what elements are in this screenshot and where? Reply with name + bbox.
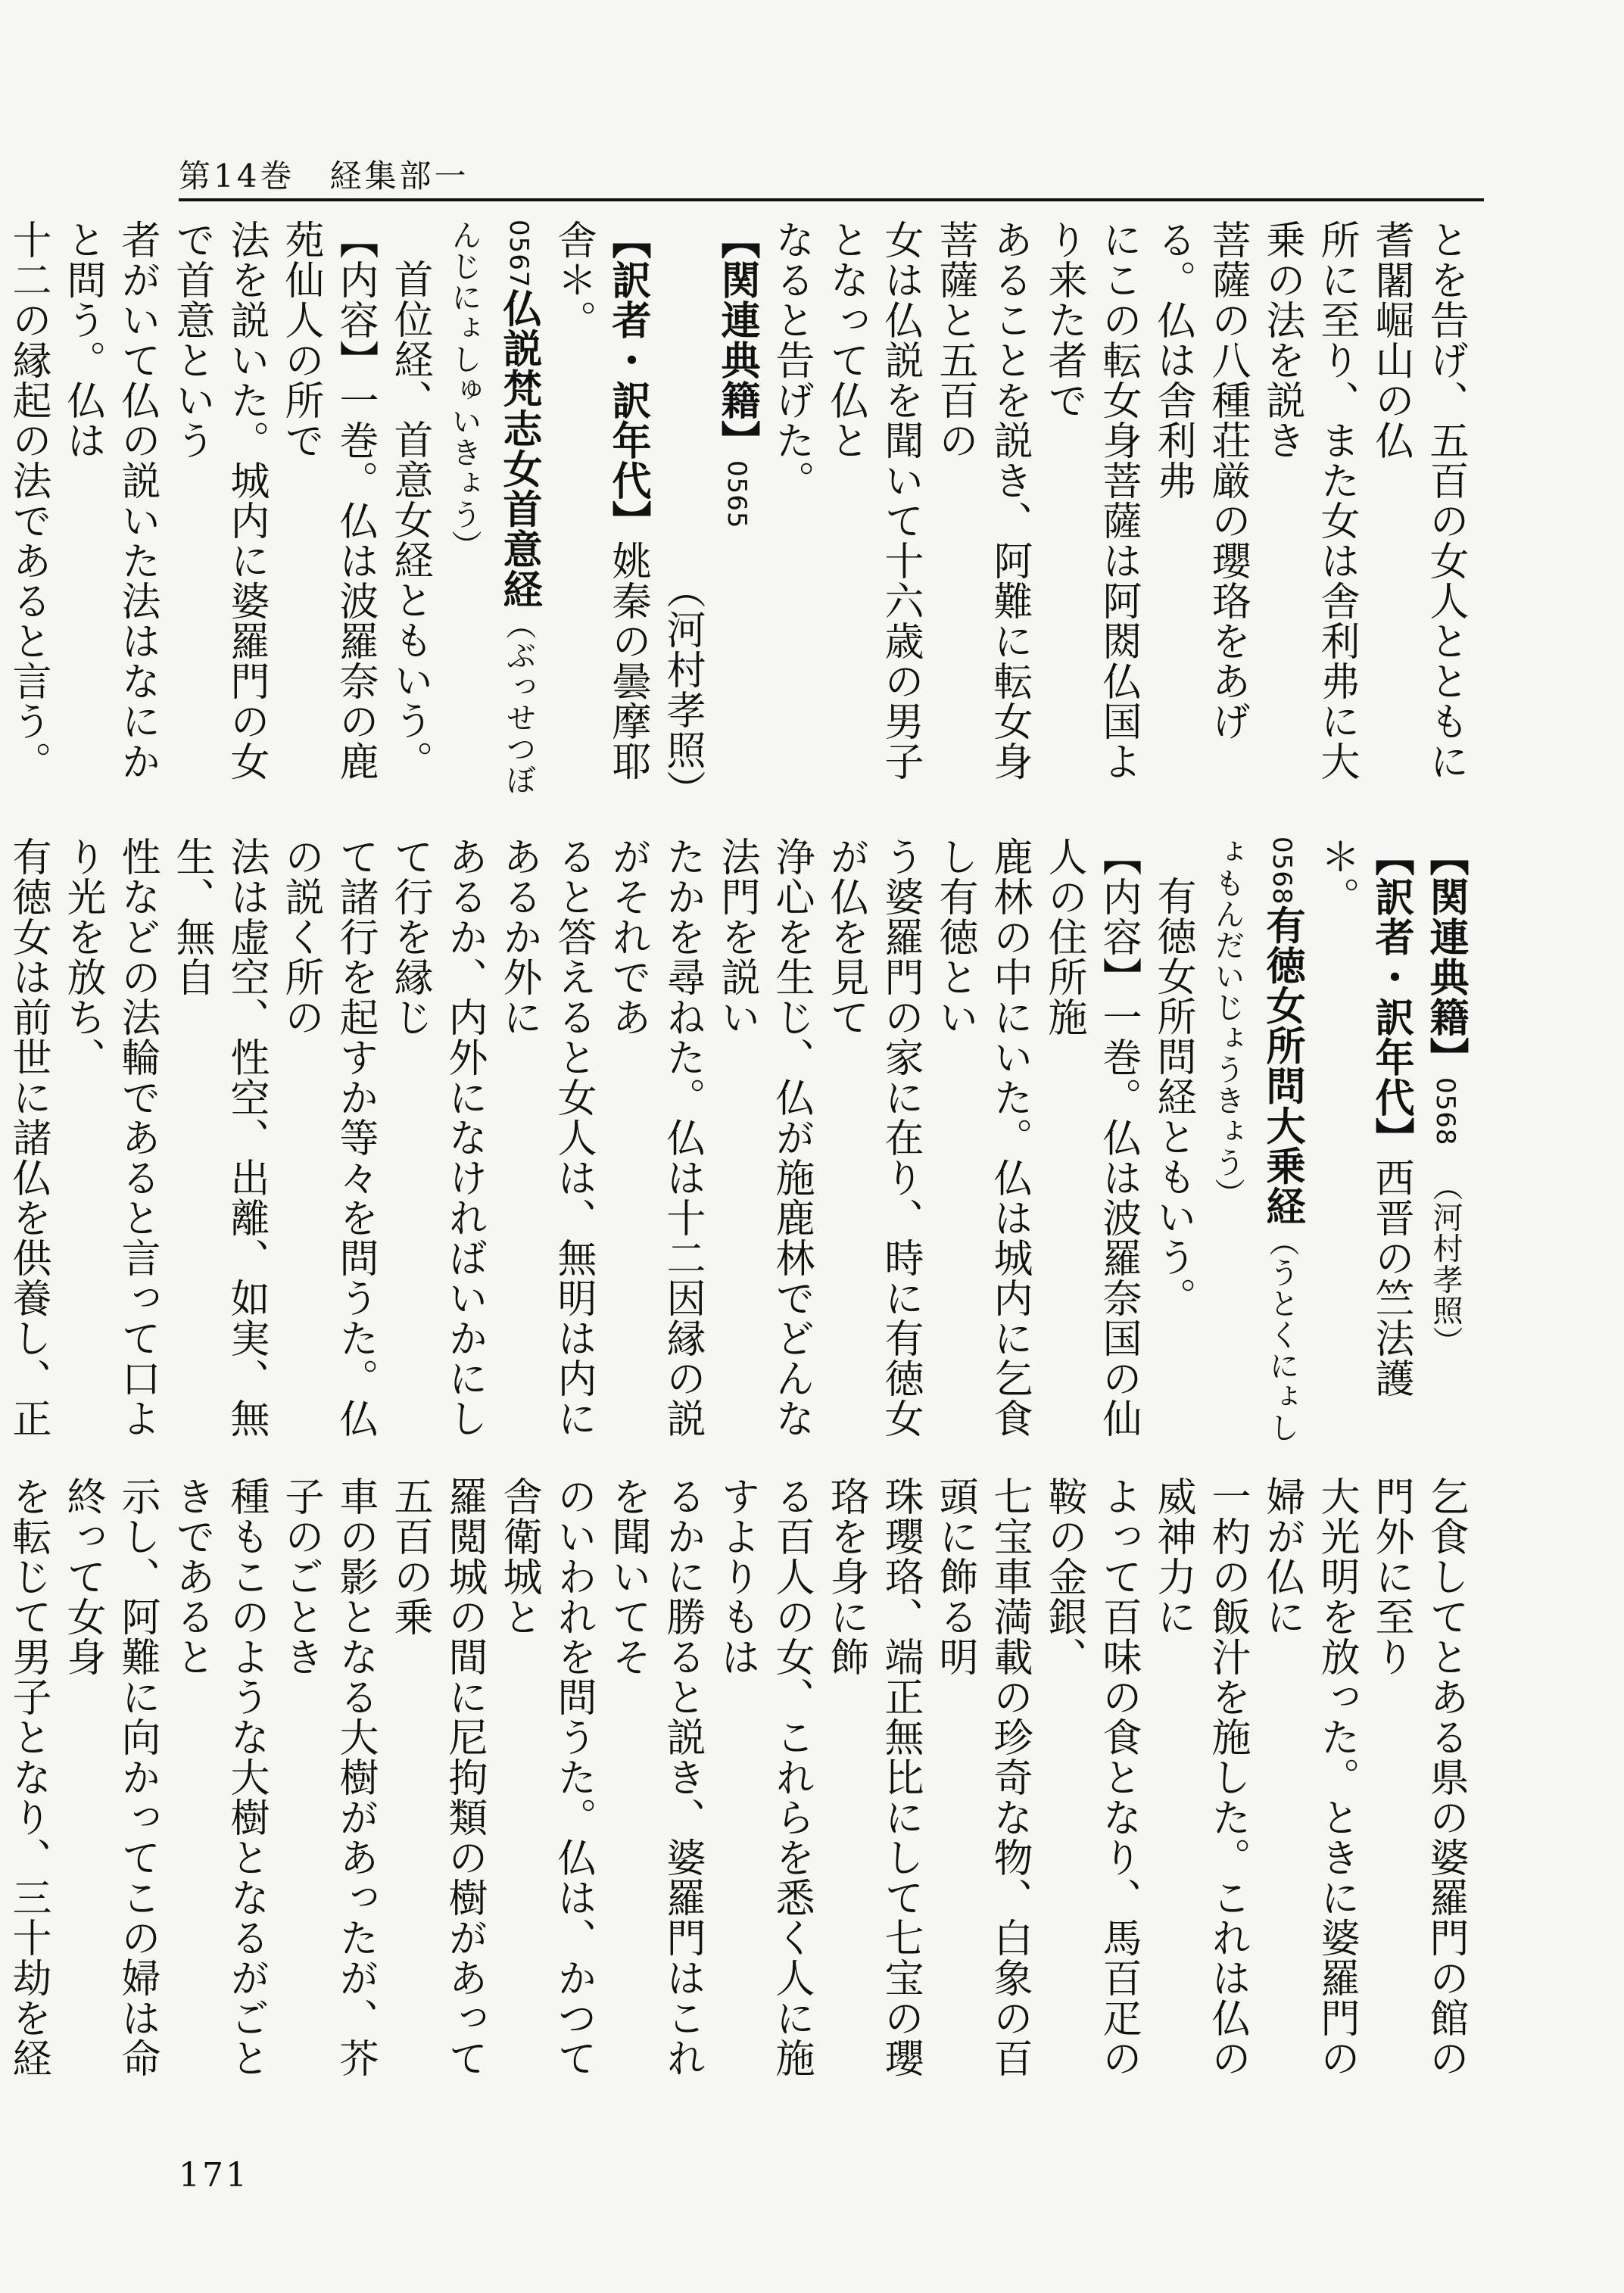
entry-number: 0568 (1267, 837, 1297, 905)
text-line: 所に至り、また女は舎利弗に大乗の法を説き (1259, 220, 1359, 781)
section-label: 経集部一 (329, 157, 469, 195)
text-line: 鹿林の中にいた。仏は城内に乞食し有徳とい (932, 837, 1032, 1438)
volume-label: 第14巻 (179, 157, 295, 195)
entry-title: 有徳女所問大乗経 (1259, 905, 1304, 1226)
text-line: 【内容】一巻。仏は波羅奈国の仙人の住所施 (1041, 837, 1141, 1438)
text-line: 法は虚空、性空、出離、如実、無生、無自 (169, 837, 269, 1438)
text-line: 一杓の飯汁を施した。これは仏の威神力に (1150, 1476, 1250, 2078)
text-line: にこの転女身菩薩は阿閦仏国より来た者で (1041, 220, 1141, 781)
author-credit: （河村孝照） (659, 569, 705, 810)
translator-line (546, 220, 655, 810)
text-line: あるか、内外になければいかにして行を縁じ (387, 837, 487, 1438)
text-line: 大光明を放った。ときに婆羅門の婦が仏に (1259, 1476, 1359, 2078)
related-texts-tag: 【関連典籍】 (714, 220, 759, 460)
text-line: のいわれを問うた。仏は、かつて舎衛城と (496, 1476, 596, 2078)
text-line: あることを説き、阿難に転女身菩薩と五百の (932, 220, 1032, 781)
text-line: 有徳女所問経ともいう。 (1150, 876, 1195, 1317)
text-line: とを告げ、五百の女人とともに耆闍崛山の仏 (1368, 220, 1468, 781)
text-block-middle (5, 837, 1473, 1450)
text-block-lower (5, 1476, 1473, 2112)
author-credit: （河村孝照） (1428, 1185, 1463, 1357)
text-line: 十二の縁起の法であると言う。 (5, 220, 51, 781)
text-line: 珠瓔珞、端正無比にして七宝の瓔珞を身に飾 (823, 1476, 923, 2078)
text-line: 者がいて仏の説いた法はなにかと問う。仏は (60, 220, 160, 781)
text-line: 菩薩の八種荘厳の瓔珞をあげる。仏は舎利弗 (1150, 220, 1250, 741)
text-line: るかに勝ると説き、婆羅門はこれを聞いてそ (605, 1476, 705, 2078)
text-line: 乞食してとある県の婆羅門の館の門外に至り (1368, 1476, 1468, 2078)
text-line: 種もこのような大樹となるがごときであると (169, 1476, 269, 2078)
text-line: 有徳女は前世に諸仏を供養し、正 (5, 837, 51, 1438)
related-texts-tag: 【関連典籍】 (1423, 837, 1468, 1077)
translator-tag: 【訳者・訳年代】 (1368, 837, 1414, 1157)
text-line: なると告げた。 (768, 220, 814, 500)
text-line: う婆羅門の家に在り、時に有徳女が仏を見て (823, 837, 923, 1438)
text-line: 性などの法輪であると言って口より光を放ち、 (60, 837, 160, 1438)
text-line: 首位経、首意女経ともいう。 (387, 259, 432, 780)
related-ref: 0568 (1430, 1077, 1460, 1146)
text-line: 七宝車満載の珍奇な物、白象の百頭に飾る明 (932, 1476, 1032, 2078)
entry-reading: （ぶっせつぼんじにょしゅいきょう） (447, 220, 536, 796)
text-line: を転じて男子となり、三十劫を経 (5, 1476, 51, 2078)
text-line: たかを尋ねた。仏は十二因縁の説がそれであ (605, 837, 705, 1438)
translator-text: 西晋の竺法護＊。 (1314, 837, 1414, 1398)
entry-reading: （うとくにょしょもんだいじょうきょう） (1210, 837, 1299, 1444)
entry-heading-0568 (1200, 837, 1309, 1450)
related-texts-line (709, 220, 764, 810)
text-line: 法を説いた。城内に婆羅門の女で首意という (169, 220, 269, 781)
text-line: 羅閲城の間に尼拘類の樹があって五百の乗 (387, 1476, 487, 2078)
related-texts-line (1418, 837, 1473, 1450)
translator-line (1309, 837, 1418, 1450)
text-line: 女は仏説を聞いて十六歳の男子となって仏と (823, 220, 923, 781)
text-line: ると答えると女人は、無明は内にあるか外に (496, 837, 596, 1438)
text-line: よって百味の食となり、馬百疋の鞍の金銀、 (1041, 1476, 1141, 2078)
text-line: 浄心を生じ、仏が施鹿林でどんな法門を説い (714, 837, 814, 1438)
text-line: る百人の女、これらを悉く人に施すよりもは (714, 1476, 814, 2078)
text-line: 【内容】一巻。仏は波羅奈の鹿苑仙人の所で (278, 220, 378, 781)
entry-heading-0567 (437, 220, 546, 810)
text-line: 車の影となる大樹があったが、芥子のごとき (278, 1476, 378, 2078)
entry-number: 0567 (503, 220, 534, 288)
header-rule (179, 198, 1484, 201)
page-number: 171 (179, 2156, 249, 2195)
text-line: 示し、阿難に向かってこの婦は命終って女身 (60, 1476, 160, 2078)
translator-tag: 【訳者・訳年代】 (605, 220, 650, 541)
related-ref: 0565 (722, 460, 752, 529)
entry-title: 仏説梵志女首意経 (496, 288, 541, 609)
text-line: て諸行を起すか等々を問うた。仏の説く所の (278, 837, 378, 1438)
running-header (179, 151, 469, 197)
translator-text: 姚秦の曇摩耶舎＊。 (550, 220, 650, 781)
text-block-upper (5, 220, 1473, 810)
